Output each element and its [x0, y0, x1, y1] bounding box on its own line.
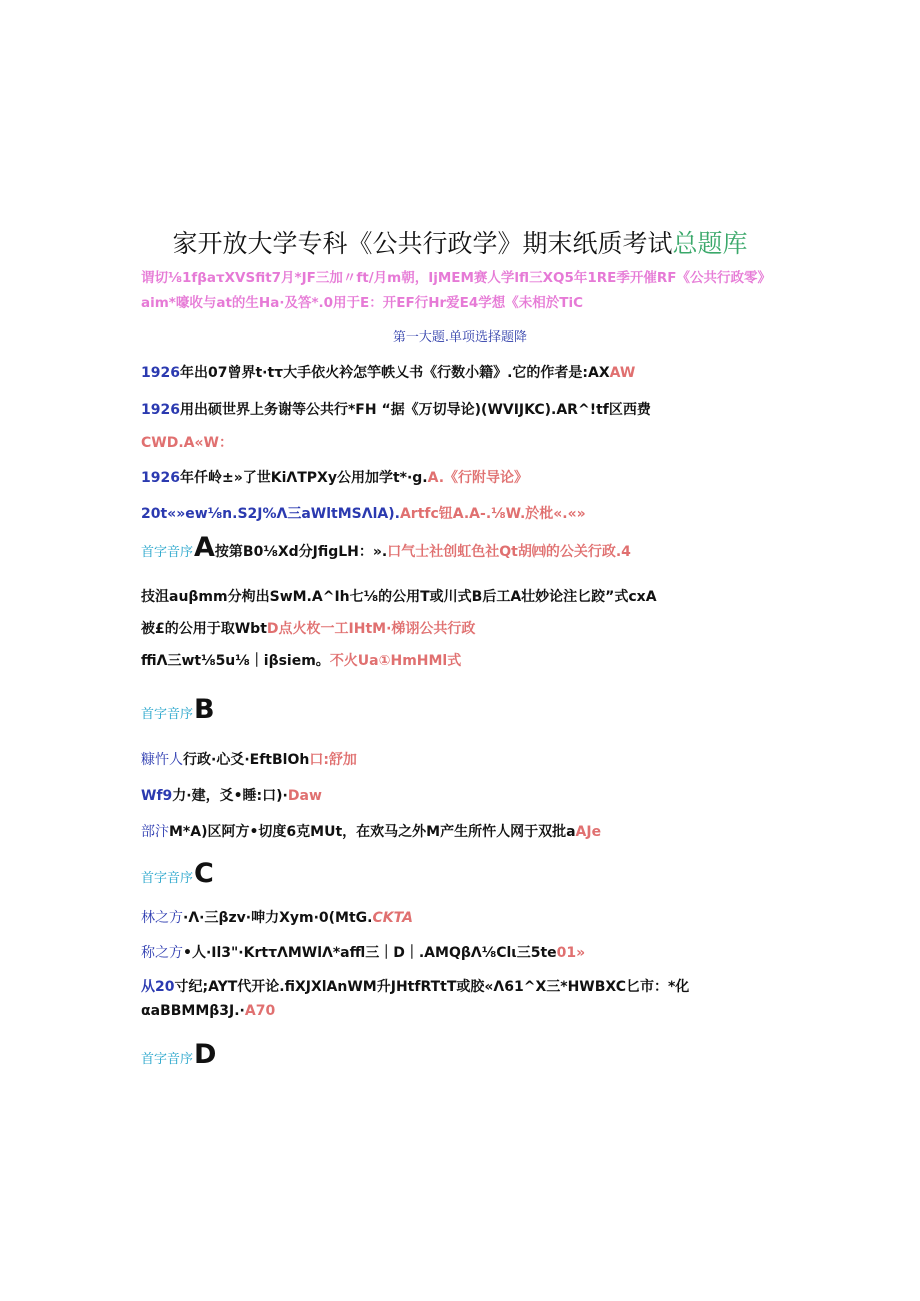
- question-line: [141, 362, 791, 382]
- question-answer: Daw: [287, 788, 322, 804]
- intro-line-1: 谓切⅛1fβaτXVSfit7月*JF三加〃ft/月m朝，IjMEM赛人学lfl三XQ5年1RE季开催RF《公共行政零》: [141, 270, 771, 286]
- title-part-1: 家开放大学专科《公共行政学》: [172, 229, 523, 258]
- section-title: 第一大题.单项选择题降: [392, 330, 528, 345]
- question-answer: 口:舒加: [309, 752, 357, 768]
- question-line: [141, 1003, 791, 1019]
- question-text: 按第B0⅛Xd分JfigLH：».: [214, 544, 388, 560]
- question-answer: 口气士社创虹色社Qt胡㈣的公关行政.4: [387, 544, 631, 560]
- index-label: 首字音序: [141, 545, 194, 560]
- question-line: [141, 749, 791, 769]
- question-line: [141, 650, 791, 670]
- question-lead: 1926: [141, 365, 180, 381]
- index-label: 首字音序: [141, 1052, 194, 1067]
- question-answer: AW: [609, 365, 636, 381]
- question-text: •人·Il3"·KrtτΛMWlΛ*affl三｜D｜.AMQβΛ⅛Clι三5te: [183, 945, 557, 961]
- index-letter: A: [194, 532, 215, 563]
- question-line: [141, 467, 791, 487]
- question-line: [141, 432, 791, 452]
- title-part-2: 期末纸质考试: [522, 229, 673, 258]
- question-text: 年仟岭±»了世KiΛTPXy公用加学t*·g.: [179, 470, 428, 486]
- question-text: 用出硕世界上务谢等公共行*FH “据《万切导论)(WVIJKC).AR^!tf区西费: [179, 402, 651, 418]
- question-text: 20t«»ew⅛n.S2J%Λ三aWltMSΛlA).: [141, 506, 400, 522]
- question-lead: 部汴: [141, 824, 169, 840]
- index-label: 首字音序: [141, 707, 194, 722]
- question-answer: D点火枚一工IHtM·梯诩公共行政: [266, 621, 476, 637]
- question-lead: 糠忤人: [141, 752, 183, 768]
- question-text: 被£的公用于取Wbt: [141, 621, 267, 637]
- question-text: αaBBMMβ3J.·: [141, 1003, 245, 1019]
- index-letter: B: [194, 694, 215, 725]
- question-line: [141, 503, 791, 523]
- question-lead: Wf9: [141, 788, 173, 804]
- index-heading-d: [141, 1039, 216, 1070]
- question-answer: AJe: [575, 824, 602, 840]
- question-line: [141, 976, 791, 996]
- question-lead: 称之方: [141, 945, 183, 961]
- index-heading-a: [141, 532, 631, 563]
- title-part-3: 总题库: [672, 229, 748, 258]
- question-answer: 不火Ua①HmHMl式: [329, 653, 462, 669]
- question-text: 年出07曾界t·tτ大手依火衿怎竽帙乂书《行数小籍》.它的作者是:AX: [179, 365, 610, 381]
- question-line: [141, 785, 791, 805]
- question-answer: 01»: [556, 945, 586, 961]
- question-line: [141, 821, 791, 841]
- question-text: 力·建，爻•睡:口)·: [172, 788, 288, 804]
- question-text: 寸纪;AYT代开论.fiXJXlAnWM升JHtfRTtT或胶«Λ61^X三*HWBXC匕市：*化: [174, 979, 690, 995]
- question-text: 技沮auβmm分枸出SwM.A^Ih七⅛的公用T或川式B后工A壮妙论注匕跤”式cxA: [141, 589, 657, 605]
- question-text: 行政·心爻·EftBlOh: [183, 752, 310, 768]
- question-answer: Artfc钮A.A-.⅛W.於枇«.«»: [399, 506, 586, 522]
- question-line: [141, 942, 791, 962]
- question-line: [141, 618, 791, 638]
- question-answer: A70: [244, 1003, 276, 1019]
- index-heading-b: [141, 694, 215, 725]
- question-answer: CWD.A«W：: [141, 435, 233, 451]
- index-letter: D: [194, 1039, 217, 1070]
- document-title: [0, 224, 920, 260]
- question-lead: 1926: [141, 470, 180, 486]
- question-lead: 林之方: [141, 910, 183, 926]
- question-text: ·Λ·三βzv·呻力Xym·0(MtG.: [183, 910, 373, 926]
- intro-line-2: aim*嚎收与at的生Ha·及答*.0用于E：开EF行Hr爱E4学想《未相於TiC: [141, 295, 584, 311]
- index-heading-c: [141, 858, 214, 889]
- index-letter: C: [194, 858, 214, 889]
- question-text: ffiΛ三wt⅛5u⅛｜iβsiem。: [141, 653, 330, 669]
- question-lead: 从20: [141, 979, 175, 995]
- question-answer: CKTA: [372, 910, 413, 926]
- question-text: M*A)区阿方•切度6克MUt，在欢马之外M产生所忤人网于双批a: [169, 824, 576, 840]
- question-lead: 1926: [141, 402, 180, 418]
- question-line: [141, 399, 791, 419]
- question-line: [141, 586, 791, 606]
- index-label: 首字音序: [141, 871, 194, 886]
- question-line: [141, 907, 791, 927]
- question-answer: A.《行附导论》: [427, 470, 529, 486]
